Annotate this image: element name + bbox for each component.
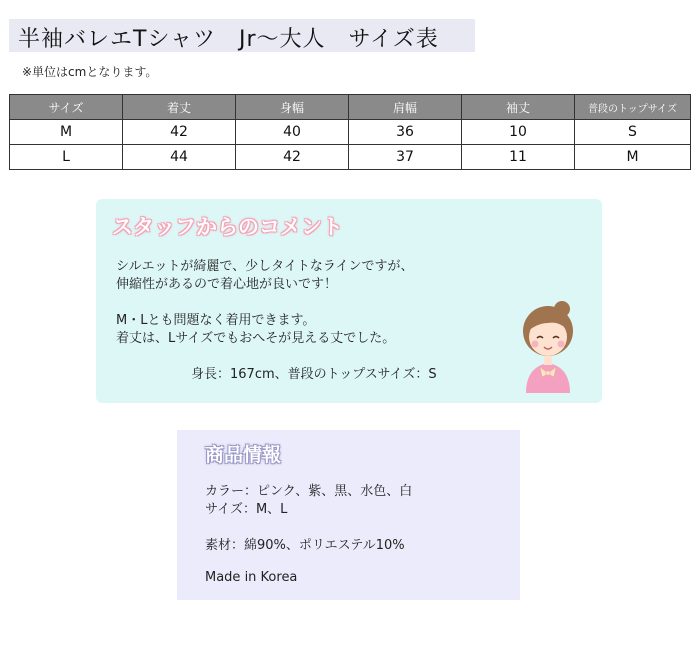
table-cell: 44 [123,145,236,170]
size-table [9,94,691,170]
staff-woman-icon [518,297,578,397]
product-sizes: サイズ：M、L [205,502,288,517]
product-color: カラー：ピンク、紫、黒、水色、白 [205,484,413,499]
table-row [10,120,691,145]
col-header-body-width: 身幅 [236,95,349,120]
page-title: 半袖バレエTシャツ Jr〜大人 サイズ表 [18,27,439,52]
col-header-sleeve-length: 袖丈 [462,95,575,120]
staff-comment-heading: スタッフからのコメント [112,215,343,239]
table-cell: 42 [123,120,236,145]
col-header-length: 着丈 [123,95,236,120]
col-header-size: サイズ [10,95,123,120]
product-info-heading: 商品情報 [205,444,282,466]
product-material: 素材：綿90%、ポリエステル10% [205,538,405,553]
table-cell: M [10,120,123,145]
table-cell: 10 [462,120,575,145]
comment-line: 着丈は、Lサイズでもおへそが見える丈でした。 [116,331,396,346]
staff-profile: 身長：167cm、普段のトップスサイズ：S [191,367,437,382]
unit-note: ※単位はcmとなります。 [22,65,158,79]
table-cell: L [10,145,123,170]
table-cell: 42 [236,145,349,170]
comment-line: 伸縮性があるので着心地が良いです！ [116,277,338,292]
table-cell: 40 [236,120,349,145]
product-info-box [177,430,520,600]
table-row [10,145,691,170]
col-header-usual-top-size: 普段のトップサイズ [575,95,691,120]
table-cell: S [575,120,691,145]
col-header-shoulder-width: 肩幅 [349,95,462,120]
table-cell: M [575,145,691,170]
staff-comment-box [96,199,602,403]
table-cell: 37 [349,145,462,170]
comment-line: シルエットが綺麗で、少しタイトなラインですが、 [116,259,414,274]
size-table-header-row [10,95,691,120]
table-cell: 11 [462,145,575,170]
product-origin: Made in Korea [205,570,298,585]
comment-line: M・Lとも問題なく着用できます。 [116,313,316,328]
table-cell: 36 [349,120,462,145]
